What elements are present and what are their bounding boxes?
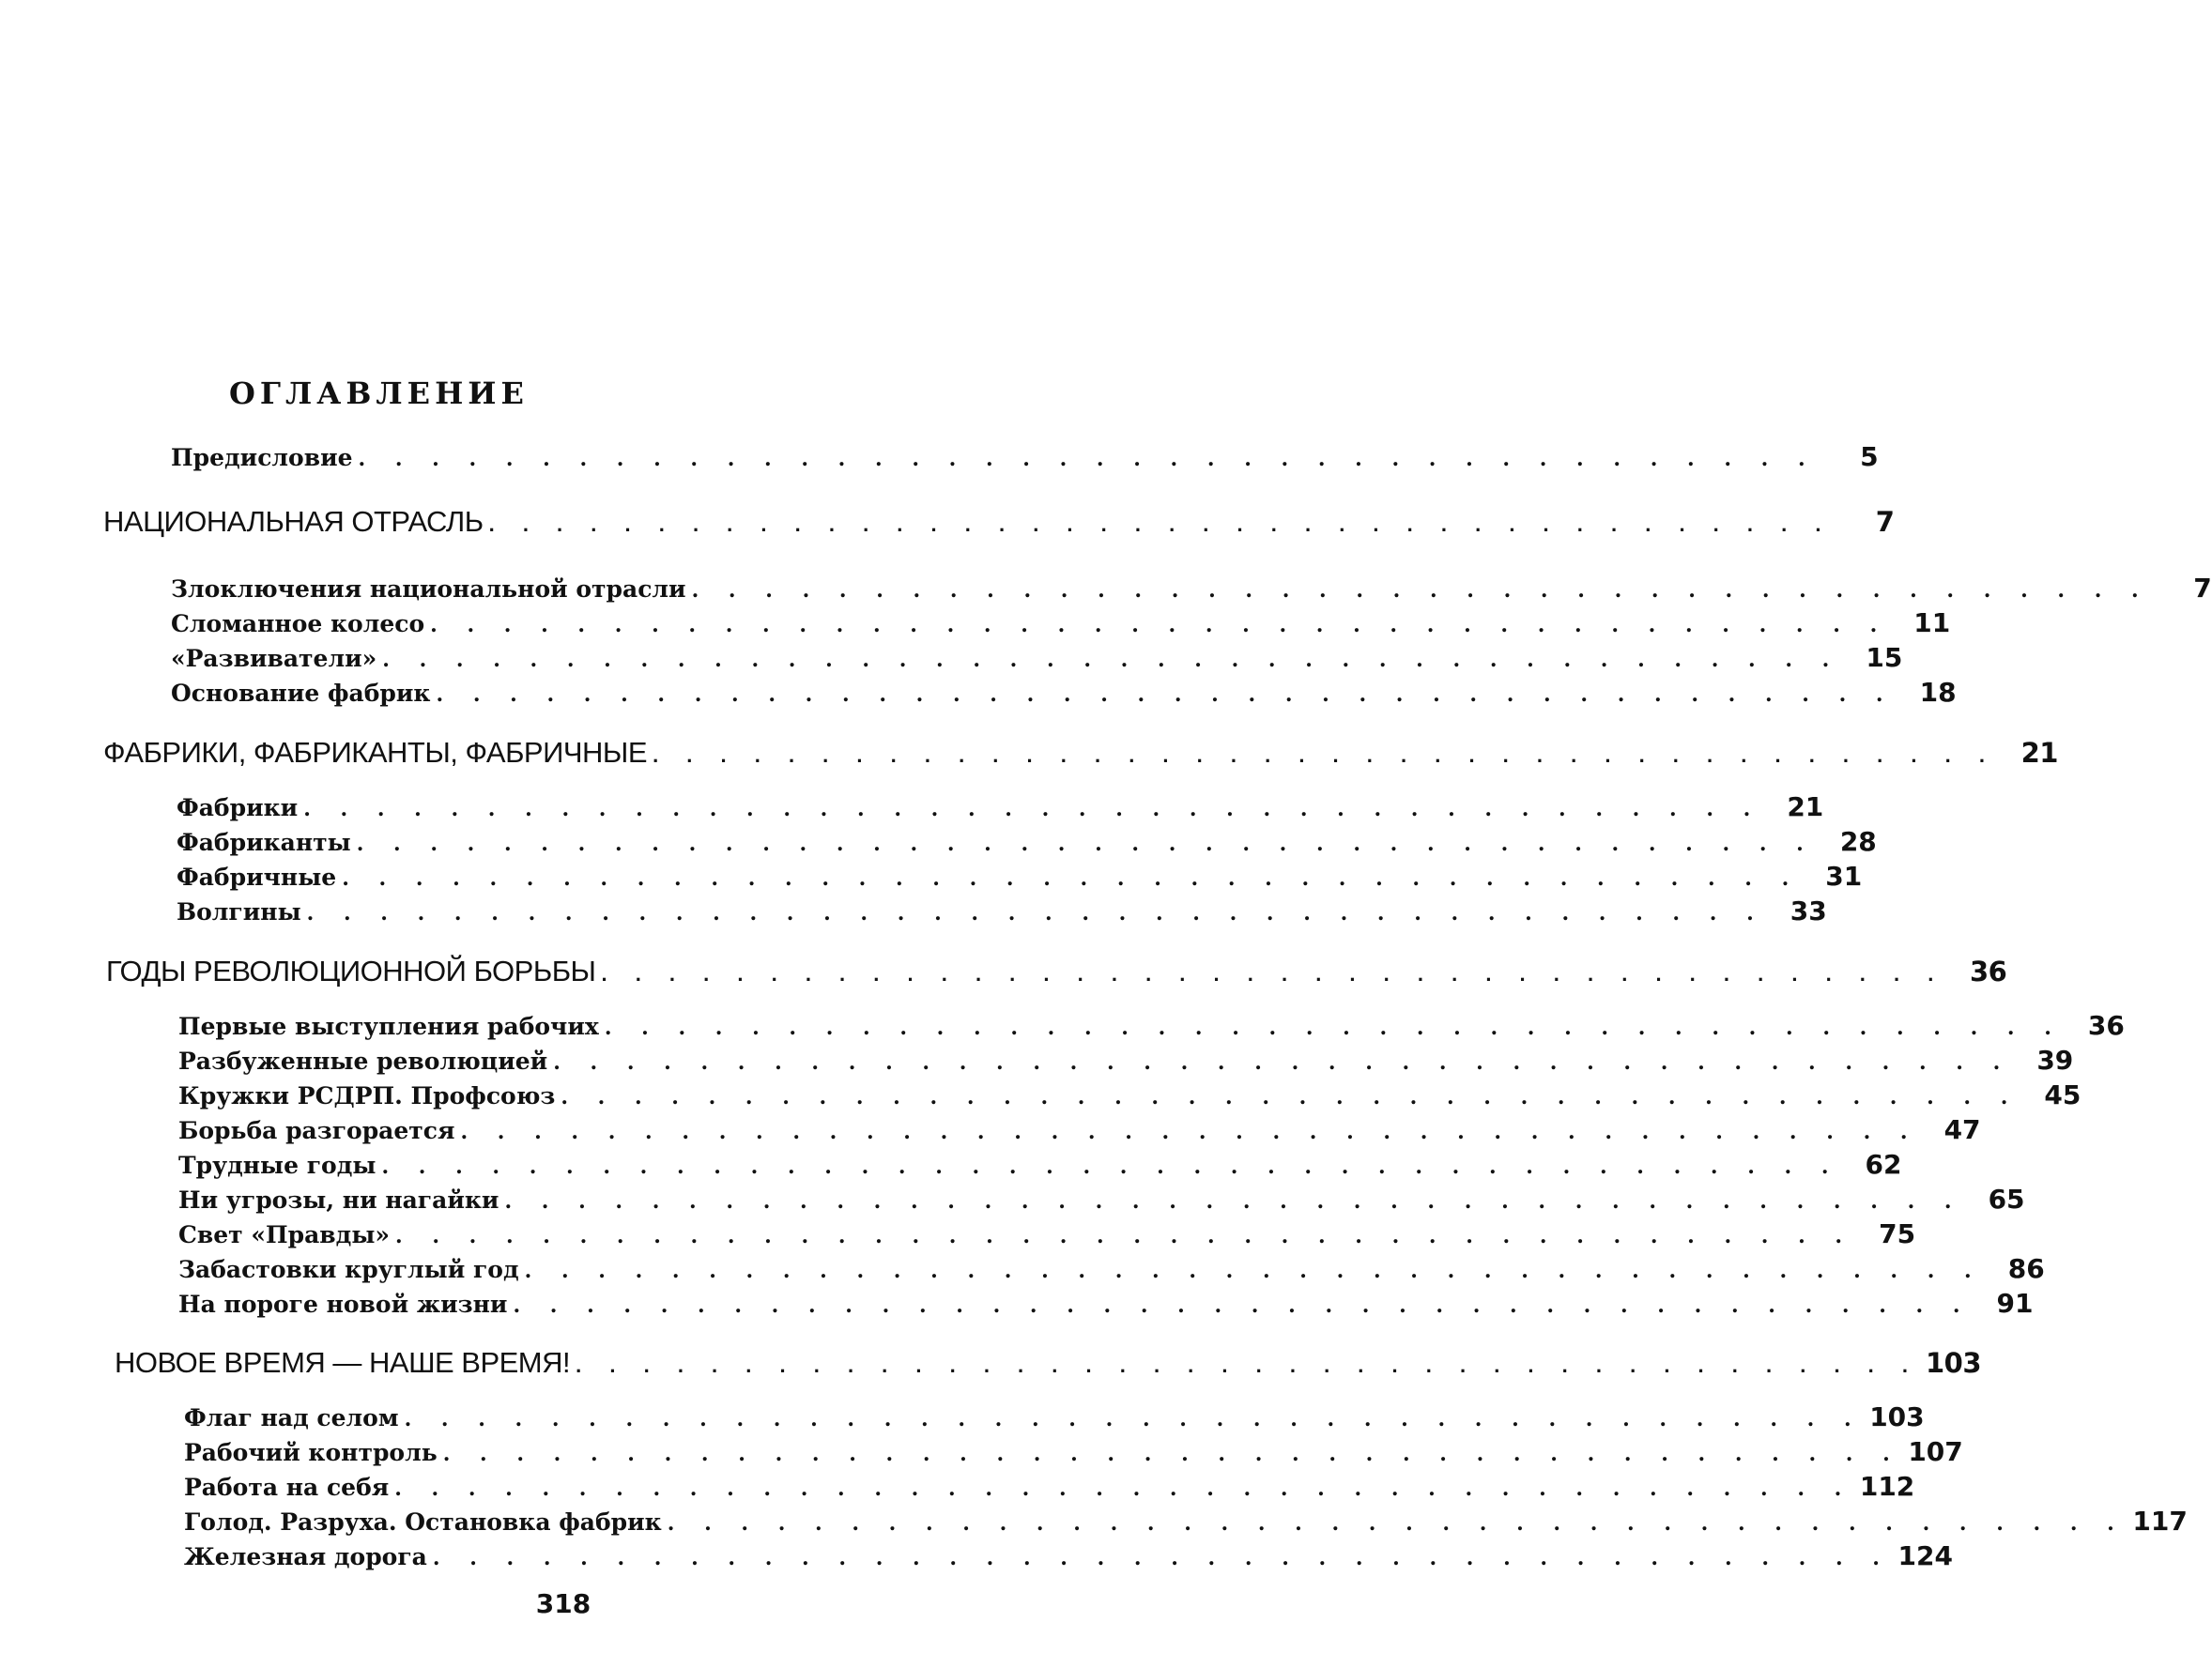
leader-dots: . . . . . . . . . . . . . . . . . . . . . . . . . . . . . . . . . . . . . . . . (601, 962, 1945, 986)
leader-dots: . . . . . . . . . . . . . . . . . . . . . . . . . . . . . . . . . . . . . . . . (395, 1224, 1854, 1248)
toc-title: ОГЛАВЛЕНИЕ (229, 375, 529, 411)
toc-entry (178, 1149, 1902, 1180)
toc-entry-page: 39 (2036, 1045, 2074, 1076)
toc-entry-label: «Развиватели» (171, 645, 377, 672)
toc-entry (184, 1540, 1953, 1571)
toc-section (106, 955, 2007, 988)
leader-dots: . . . . . . . . . . . . . . . . . . . . . . . . . . . . . . . . . . . . . . . . (430, 613, 1889, 637)
toc-entry (177, 895, 1827, 926)
toc-entry (171, 573, 2212, 604)
leader-dots: . . . . . . . . . . . . . . . . . . . . . . . . . . . . . . . . . . . . . . . . (460, 1120, 1919, 1144)
toc-entry-label: Злоключения национальной отрасли (171, 575, 686, 603)
toc-entry-label: Фабриканты (177, 829, 351, 856)
toc-entry (178, 1079, 2081, 1110)
toc-entry-label: Флаг над селом (184, 1404, 399, 1431)
toc-entry-page: 47 (1943, 1114, 1981, 1145)
leader-dots: . . . . . . . . . . . . . . . . . . . . . . . . . . . . . . . . . . . . . . . . (488, 513, 1833, 536)
toc-entry-label: Волгины (177, 898, 301, 926)
toc-section-title: ФАБРИКИ, ФАБРИКАНТЫ, ФАБРИЧНЫЕ (103, 736, 648, 769)
toc-entry-label: Фабрики (177, 794, 299, 821)
toc-entry-page: 28 (1839, 826, 1877, 857)
toc-entry (178, 1184, 2025, 1215)
toc-entry-label: Трудные годы (178, 1152, 376, 1179)
leader-dots: . . . . . . . . . . . . . . . . . . . . . . . . . . . . . . . . . . . . . . . . (576, 1354, 1920, 1377)
page-number: 318 (535, 1588, 591, 1619)
leader-dots: . . . . . . . . . . . . . . . . . . . . . . . . . . . . . . . . . . . . . . . . (436, 682, 1895, 707)
toc-section (103, 736, 2058, 770)
toc-entry-page: 21 (1787, 791, 1824, 822)
toc-entry-label: На пороге новой жизни (178, 1291, 508, 1318)
toc-entry-label: Ни угрозы, ни нагайки (178, 1186, 499, 1214)
leader-dots: . . . . . . . . . . . . . . . . . . . . . . . . . . . . . . . . . . . . . . . . (504, 1189, 1963, 1214)
toc-entry-label: Железная дорога (184, 1543, 427, 1570)
toc-entry (178, 1288, 2034, 1319)
toc-entry-page: 5 (1860, 441, 1879, 472)
toc-entry (184, 1506, 2188, 1537)
toc-entry-page: 36 (2087, 1010, 2125, 1041)
toc-entry-page: 18 (1919, 677, 1957, 708)
leader-dots: . . . . . . . . . . . . . . . . . . . . . . . . . . . . . . . . . . . . . . . . (306, 901, 1765, 926)
toc-section-page: 103 (1925, 1347, 1982, 1379)
toc-entry-label: Основание фабрик (171, 680, 431, 707)
toc-entry (178, 1045, 2074, 1076)
toc-entry-label: Свет «Правды» (178, 1221, 390, 1248)
toc-section-title: НАЦИОНАЛЬНАЯ ОТРАСЛЬ (103, 505, 484, 538)
leader-dots: . . . . . . . . . . . . . . . . . . . . . . . . . . . . . . . . . . . . . . . . (553, 1050, 2012, 1075)
toc-entry-page: 103 (1869, 1401, 1925, 1432)
toc-entry (178, 1218, 1916, 1249)
toc-entry-page: 86 (2007, 1253, 2045, 1284)
leader-dots: . . . . . . . . . . . . . . . . . . . . . . . . . . . . . . . . . . . . . . . . (342, 866, 1801, 891)
leader-dots: . . . . . . . . . . . . . . . . . . . . . . . . . . . . . . . . . . . . . . . . (356, 832, 1815, 856)
toc-entry-page: 31 (1825, 861, 1863, 892)
leader-dots: . . . . . . . . . . . . . . . . . . . . . . . . . . . . . . . . . . . . . . . . (442, 1442, 1901, 1466)
leader-dots: . . . . . . . . . . . . . . . . . . . . . . . . . . . . . . . . . . . . . . . . (667, 1511, 2126, 1536)
toc-entry (171, 677, 1957, 708)
leader-dots: . . . . . . . . . . . . . . . . . . . . . . . . . . . . . . . . . . . . . . . . (524, 1259, 1983, 1283)
toc-entry-label: Кружки РСДРП. Профсоюз (178, 1082, 556, 1110)
toc-entry (184, 1436, 1963, 1467)
toc-entry-page: 33 (1790, 895, 1827, 926)
toc-entry-page: 124 (1897, 1540, 1953, 1571)
toc-entry-label: Борьба разгорается (178, 1117, 455, 1144)
toc-entry-label: Забастовки круглый год (178, 1256, 519, 1283)
toc-entry-page: 7 (2193, 573, 2212, 604)
toc-entry-label: Сломанное колесо (171, 610, 425, 637)
leader-dots: . . . . . . . . . . . . . . . . . . . . . . . . . . . . . . . . . . . . . . . . (432, 1546, 1891, 1570)
leader-dots: . . . . . . . . . . . . . . . . . . . . . . . . . . . . . . . . . . . . . . . . (381, 1155, 1840, 1179)
toc-entry-page: 45 (2044, 1079, 2081, 1110)
toc-entry-preface (171, 441, 1879, 472)
toc-section-page: 36 (1970, 956, 2007, 987)
toc-entry-label: Первые выступления рабочих (178, 1013, 599, 1040)
toc-entry-label: Фабричные (177, 864, 337, 891)
toc-entry-label: Рабочий контроль (184, 1439, 438, 1466)
toc-entry-page: 11 (1913, 607, 1951, 638)
leader-dots: . . . . . . . . . . . . . . . . . . . . . . . . . . . . . . . . . . . . . . . . (394, 1477, 1853, 1501)
toc-entry (178, 1253, 2045, 1284)
leader-dots: . . . . . . . . . . . . . . . . . . . . . . . . . . . . . . . . . . . . . . . . (513, 1293, 1972, 1318)
leader-dots: . . . . . . . . . . . . . . . . . . . . . . . . . . . . . . . . . . . . . . . . (691, 578, 2150, 603)
leader-dots: . . . . . . . . . . . . . . . . . . . . . . . . . . . . . . . . . . . . . . . . (653, 743, 1996, 767)
toc-entry-label: Работа на себя (184, 1474, 390, 1501)
toc-entry-page: 62 (1865, 1149, 1902, 1180)
leader-dots: . . . . . . . . . . . . . . . . . . . . . . . . . . . . . . . . . . . . . . . . (303, 797, 1762, 821)
toc-entry (184, 1471, 1915, 1502)
leader-dots: . . . . . . . . . . . . . . . . . . . . . . . . . . . . . . . . . . . . . . . . (561, 1085, 2020, 1110)
toc-entry-page: 107 (1908, 1436, 1963, 1467)
toc-section-title: НОВОЕ ВРЕМЯ — НАШЕ ВРЕМЯ! (115, 1346, 571, 1379)
leader-dots: . . . . . . . . . . . . . . . . . . . . . . . . . . . . . . . . . . . . . . . . (382, 648, 1841, 672)
toc-section-page: 7 (1875, 506, 1895, 538)
toc-entry-page: 91 (1996, 1288, 2034, 1319)
leader-dots: . . . . . . . . . . . . . . . . . . . . . . . . . . . . . . . . . . . . . . . . (404, 1407, 1863, 1431)
toc-section-title: ГОДЫ РЕВОЛЮЦИОННОЙ БОРЬБЫ (106, 955, 596, 987)
toc-entry (178, 1114, 1981, 1145)
toc-entry (184, 1401, 1925, 1432)
toc-entry (177, 826, 1877, 857)
toc-entry-page: 112 (1859, 1471, 1915, 1502)
toc-entry-page: 15 (1866, 642, 1903, 673)
toc-entry (171, 607, 1951, 638)
leader-dots: . . . . . . . . . . . . . . . . . . . . . . . . . . . . . . . . . . . . . . . . (604, 1016, 2063, 1040)
toc-section (115, 1346, 1982, 1380)
toc-section-page: 21 (2020, 737, 2058, 769)
leader-dots: . . . . . . . . . . . . . . . . . . . . . . . . . . . . . . . . . . . . . . . . (358, 447, 1817, 471)
toc-entry (178, 1010, 2125, 1041)
toc-entry-label: Предисловие (171, 444, 353, 471)
toc-entry (177, 791, 1824, 822)
toc-section (103, 505, 1895, 539)
toc-entry (171, 642, 1903, 673)
toc-entry (177, 861, 1863, 892)
toc-entry-page: 75 (1879, 1218, 1916, 1249)
toc-entry-page: 117 (2132, 1506, 2188, 1537)
toc-entry-label: Разбуженные революцией (178, 1048, 548, 1075)
toc-entry-label: Голод. Разруха. Остановка фабрик (184, 1508, 662, 1536)
toc-entry-page: 65 (1988, 1184, 2025, 1215)
